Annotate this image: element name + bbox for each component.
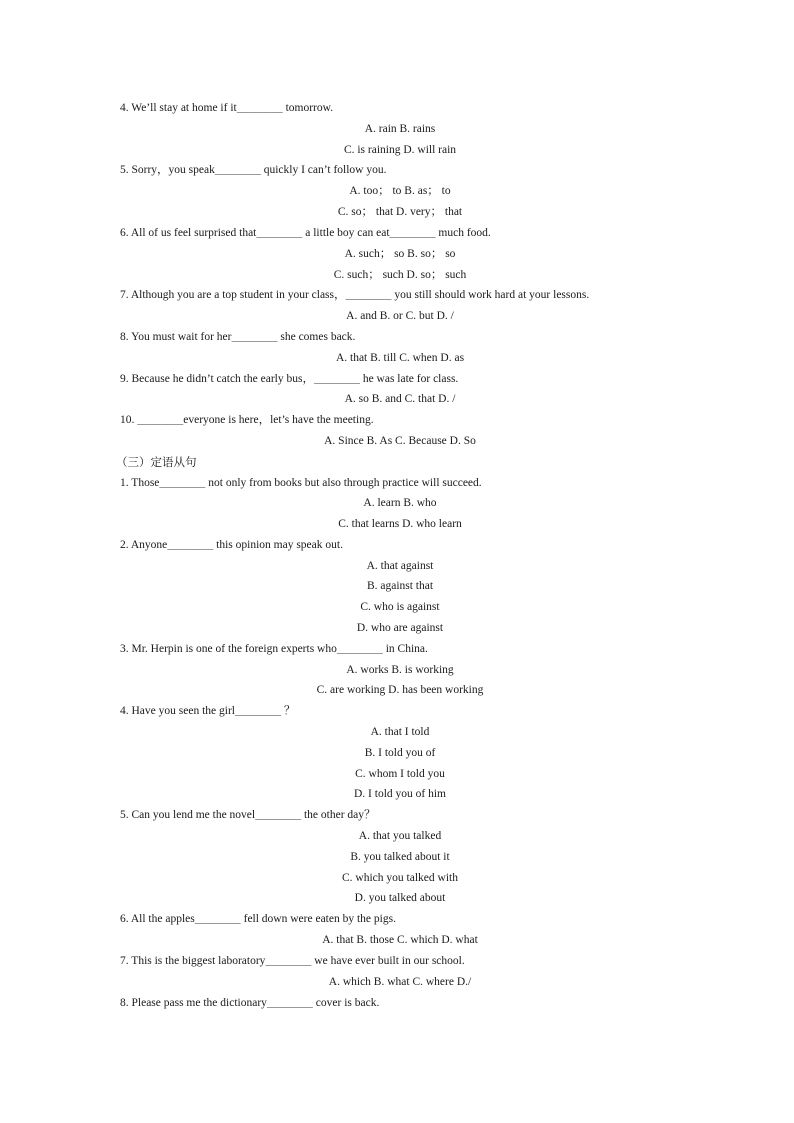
question-line: 5. Can you lend me the novel＿＿＿＿ the other day？ bbox=[120, 809, 376, 821]
answer-options: A. Since B. As C. Because D. So bbox=[324, 435, 476, 447]
answer-options: B. you talked about it bbox=[350, 851, 450, 863]
answer-options: C. are working D. has been working bbox=[316, 684, 484, 696]
answer-options: A. that against bbox=[366, 560, 434, 572]
answer-options: D. you talked about bbox=[354, 892, 446, 904]
answer-options: A. that B. till C. when D. as bbox=[335, 352, 465, 364]
answer-options: C. is raining D. will rain bbox=[343, 144, 457, 156]
answer-options: A. which B. what C. where D./ bbox=[328, 976, 472, 988]
answer-options: C. who is against bbox=[360, 601, 440, 613]
answer-options: A. so B. and C. that D. / bbox=[344, 393, 456, 405]
question-line: 4. Have you seen the girl＿＿＿＿ ？ bbox=[120, 705, 296, 717]
answer-options: C. such； such D. so； such bbox=[333, 269, 467, 281]
answer-options: A. and B. or C. but D. / bbox=[346, 310, 454, 322]
question-line: 9. Because he didn’t catch the early bus，＿＿＿＿ he was late for class. bbox=[120, 373, 459, 385]
question-line: 8. You must wait for her＿＿＿＿ she comes back. bbox=[120, 331, 356, 343]
question-line: 2. Anyone＿＿＿＿ this opinion may speak out. bbox=[120, 539, 343, 551]
question-line: 1. Those＿＿＿＿ not only from books but also through practice will succeed. bbox=[120, 477, 482, 489]
answer-options: C. whom I told you bbox=[355, 768, 445, 780]
answer-options: A. rain B. rains bbox=[364, 123, 436, 135]
answer-options: D. I told you of him bbox=[354, 788, 446, 800]
answer-options: A. such； so B. so； so bbox=[344, 248, 456, 260]
answer-options: A. works B. is working bbox=[346, 664, 454, 676]
question-line: 3. Mr. Herpin is one of the foreign experts who＿＿＿＿ in China. bbox=[120, 643, 428, 655]
section-heading: （三）定语从句 bbox=[116, 455, 197, 469]
answer-options: A. learn B. who bbox=[363, 497, 437, 509]
answer-options: B. I told you of bbox=[364, 747, 436, 759]
question-line: 10. ＿＿＿＿everyone is here，let’s have the meeting. bbox=[120, 414, 374, 426]
answer-options: C. so； that D. very； that bbox=[337, 206, 463, 218]
question-line: 6. All the apples＿＿＿＿ fell down were eaten by the pigs. bbox=[120, 913, 396, 925]
answer-options: C. that learns D. who learn bbox=[338, 518, 462, 530]
question-line: 7. This is the biggest laboratory＿＿＿＿ we have ever built in our school. bbox=[120, 955, 465, 967]
answer-options: A. that B. those C. which D. what bbox=[322, 934, 478, 946]
answer-options: B. against that bbox=[366, 580, 434, 592]
answer-options: C. which you talked with bbox=[342, 872, 458, 884]
question-line: 8. Please pass me the dictionary＿＿＿＿ cover is back. bbox=[120, 997, 380, 1009]
answer-options: A. that I told bbox=[370, 726, 430, 738]
question-line: 4. We’ll stay at home if it＿＿＿＿ tomorrow. bbox=[120, 102, 334, 114]
answer-options: D. who are against bbox=[356, 622, 444, 634]
answer-options: A. that you talked bbox=[358, 830, 442, 842]
question-line: 5. Sorry，you speak＿＿＿＿ quickly I can’t follow you. bbox=[120, 164, 387, 176]
question-line: 7. Although you are a top student in your class，＿＿＿＿ you still should work hard at your lessons. bbox=[120, 289, 590, 301]
answer-options: A. too； to B. as； to bbox=[349, 185, 451, 197]
question-line: 6. All of us feel surprised that＿＿＿＿ a little boy can eat＿＿＿＿ much food. bbox=[120, 227, 491, 239]
